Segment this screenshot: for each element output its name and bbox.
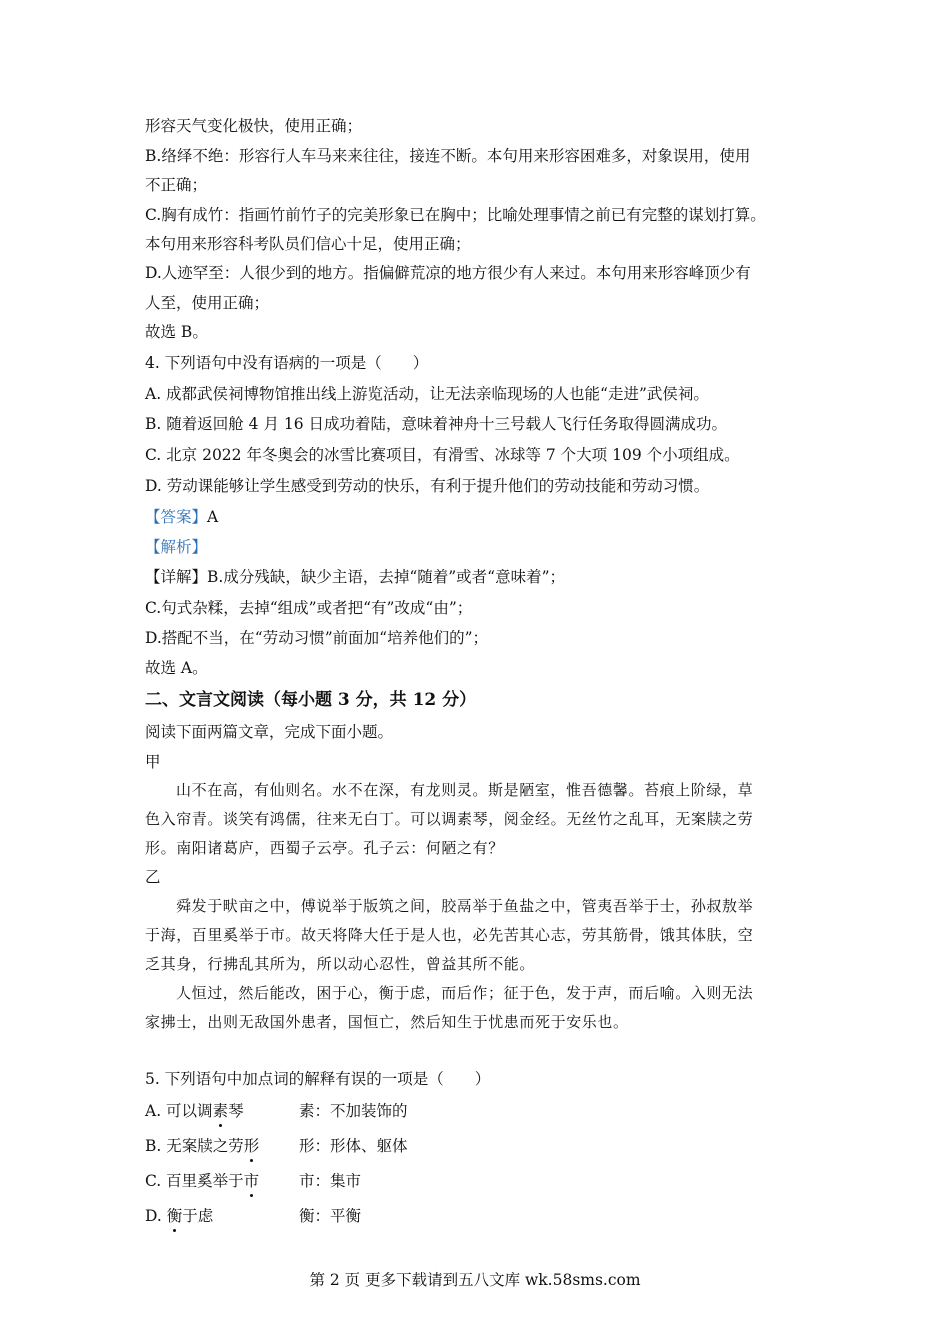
option-a: A. 成都武侯祠博物馆推出线上游览活动，让无法亲临现场的人也能“走进”武侯祠。 — [145, 385, 709, 403]
passage-line: 家拂士，出则无敌国外患者，国恒亡，然后知生于忧患而死于安乐也。 — [145, 1013, 629, 1031]
text-line: B.络绎不绝：形容行人车马来来往往，接连不断。本句用来形容困难多，对象误用，使用 — [145, 147, 751, 165]
passage-line: 人恒过，然后能改，困于心，衡于虑，而后作；征于色，发于声，而后喻。入则无法 — [176, 984, 754, 1002]
option-d: D. 劳动课能够让学生感受到劳动的快乐，有利于提升他们的劳动技能和劳动习惯。 — [145, 477, 710, 495]
option-b — [145, 1136, 259, 1156]
text-line: 本句用来形容科考队员们信心十足，使用正确； — [145, 235, 471, 253]
option-text: A. 可以调 — [145, 1102, 213, 1120]
dotted-word: 衡 — [166, 1207, 183, 1225]
option-text: C. 百里奚举于 — [145, 1172, 244, 1190]
explanation-line: C.句式杂糅，去掉“组成”或者把“有”改成“由”； — [145, 599, 473, 617]
passage-line: 舜发于畎亩之中，傅说举于版筑之间，胶鬲举于鱼盐之中，管夷吾举于士，孙叔敖举 — [176, 897, 754, 915]
passage-line: 乏其身，行拂乱其所为，所以动心忍性，曾益其所不能。 — [145, 955, 536, 973]
page-footer: 第 2 页 更多下载请到五八文库 wk.58sms.com — [309, 1271, 641, 1289]
explanation-line: D.搭配不当，在“劳动习惯”前面加“培养他们的”； — [145, 629, 488, 647]
question-stem: 4. 下列语句中没有语病的一项是（ ） — [145, 354, 429, 372]
conclusion-line: 故选 B。 — [145, 323, 208, 341]
passage-line: 于海，百里奚举于市。故天将降大任于是人也，必先苦其心志，劳其筋骨，饿其体肤，空 — [145, 926, 754, 944]
option-c — [145, 1171, 259, 1191]
option-text: 琴 — [228, 1102, 244, 1120]
text-line: 形容天气变化极快，使用正确； — [145, 117, 363, 135]
answer-value: A — [207, 508, 219, 526]
section-intro: 阅读下面两篇文章，完成下面小题。 — [145, 723, 394, 741]
answer-tag: 【答案】 — [145, 508, 208, 526]
option-c-gloss: 市：集市 — [299, 1172, 362, 1190]
section-heading: 二、文言文阅读（每小题 3 分，共 12 分） — [145, 690, 477, 710]
option-b-gloss: 形：形体、躯体 — [299, 1137, 408, 1155]
explanation-text: B.成分残缺，缺少主语，去掉“随着”或者“意味着”； — [207, 568, 566, 586]
answer-line — [145, 507, 218, 527]
text-line: 人至，使用正确； — [145, 294, 270, 312]
dotted-word: 市 — [243, 1172, 260, 1190]
option-a — [145, 1101, 244, 1121]
passage-label-jia: 甲 — [145, 753, 161, 771]
passage-line: 色入帘青。谈笑有鸿儒，往来无白丁。可以调素琴，阅金经。无丝竹之乱耳，无案牍之劳 — [145, 810, 754, 828]
dotted-word: 形 — [243, 1137, 260, 1155]
option-text: D. — [145, 1207, 167, 1225]
analysis-tag: 【解析】 — [145, 538, 208, 556]
option-a-gloss: 素：不加装饰的 — [299, 1102, 408, 1120]
passage-line: 山不在高，有仙则名。水不在深，有龙则灵。斯是陋室，惟吾德馨。苔痕上阶绿，草 — [176, 781, 754, 799]
text-line: D.人迹罕至：人很少到的地方。指偏僻荒凉的地方很少有人来过。本句用来形容峰顶少有 — [145, 264, 751, 282]
option-text: B. 无案牍之劳 — [145, 1137, 244, 1155]
conclusion-line: 故选 A。 — [145, 659, 208, 677]
question-stem: 5. 下列语句中加点词的解释有误的一项是（ ） — [145, 1070, 491, 1088]
passage-line: 形。南阳诸葛庐，西蜀子云亭。孔子云：何陋之有？ — [145, 839, 504, 857]
text-line: 不正确； — [145, 176, 208, 194]
option-d-gloss: 衡：平衡 — [299, 1207, 362, 1225]
option-c: C. 北京 2022 年冬奥会的冰雪比赛项目，有滑雪、冰球等 7 个大项 109 个小项组成。 — [145, 446, 740, 464]
dotted-word: 素 — [212, 1102, 229, 1120]
explanation-line — [145, 567, 565, 587]
passage-label-yi: 乙 — [145, 868, 161, 886]
option-text: 于虑 — [182, 1207, 214, 1225]
option-b: B. 随着返回舱 4 月 16 日成功着陆，意味着神舟十三号载人飞行任务取得圆满成功。 — [145, 415, 728, 433]
detail-tag: 【详解】 — [145, 568, 208, 586]
text-line: C.胸有成竹：指画竹前竹子的完美形象已在胸中；比喻处理事情之前已有完整的谋划打算。 — [145, 206, 766, 224]
option-d — [145, 1206, 213, 1226]
